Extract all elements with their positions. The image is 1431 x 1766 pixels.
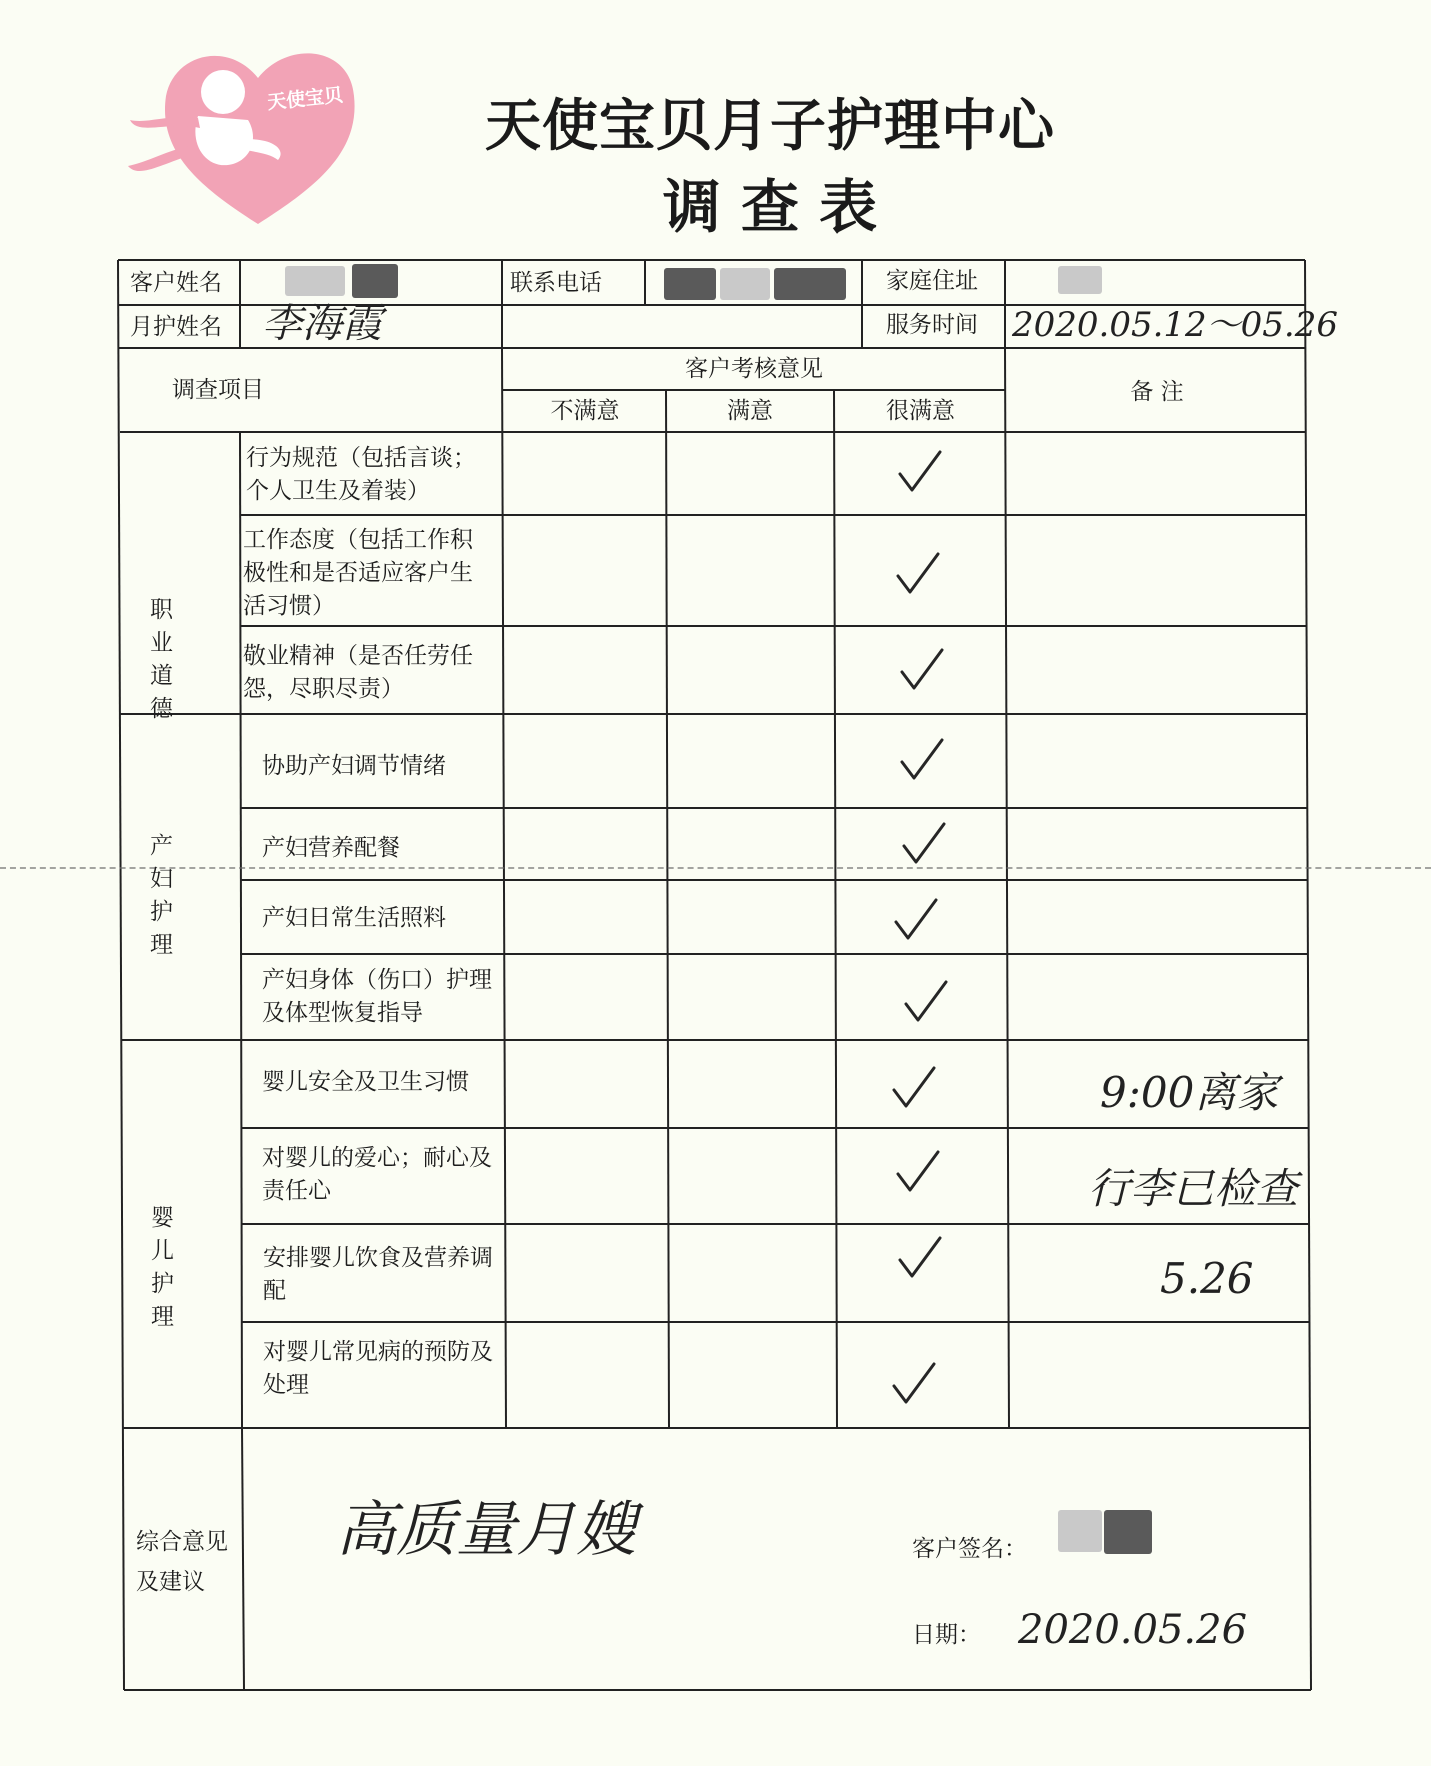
survey-item: 产妇营养配餐 xyxy=(262,835,400,861)
phone-redaction xyxy=(720,268,770,300)
survey-item: 工作态度（包括工作积极性和是否适应客户生活习惯） xyxy=(243,527,473,619)
survey-item: 婴儿安全及卫生习惯 xyxy=(262,1069,469,1095)
group-label-infant-care: 婴儿护理 xyxy=(151,1205,174,1330)
check-mark-icon xyxy=(904,980,948,1024)
col-very-satisfied: 很满意 xyxy=(886,398,955,424)
check-mark-icon xyxy=(892,1066,936,1110)
summary-value: 高质量月嫂 xyxy=(336,1495,636,1565)
check-mark-icon xyxy=(900,648,944,692)
signature-redaction xyxy=(1058,1510,1102,1552)
signature-redaction xyxy=(1104,1510,1152,1554)
survey-item: 对婴儿常见病的预防及处理 xyxy=(263,1339,493,1398)
opinion-header: 客户考核意见 xyxy=(685,356,823,382)
remark-departure: 9:00离家 xyxy=(1100,1068,1279,1117)
nanny-name-label: 月护姓名 xyxy=(130,314,222,340)
check-mark-icon xyxy=(900,738,944,782)
address-redaction xyxy=(1058,266,1102,294)
phone-label: 联系电话 xyxy=(510,270,602,296)
survey-item: 对婴儿的爱心；耐心及责任心 xyxy=(262,1145,492,1204)
check-mark-icon xyxy=(896,552,940,596)
survey-item: 产妇日常生活照料 xyxy=(262,905,446,931)
survey-item: 协助产妇调节情绪 xyxy=(262,753,446,779)
phone-redaction xyxy=(664,268,716,300)
angel-baby-heart-logo xyxy=(128,36,386,226)
group-label-maternal-care: 产妇护理 xyxy=(150,833,173,958)
date-value: 2020.05.26 xyxy=(1018,1607,1248,1653)
page-subtitle: 调 查 表 xyxy=(662,173,878,241)
logo-text: 天使宝贝 xyxy=(266,84,345,114)
survey-item: 行为规范（包括言谈；个人卫生及着装） xyxy=(246,445,476,504)
customer-name-label: 客户姓名 xyxy=(130,270,222,296)
survey-item: 敬业精神（是否任劳任怨，尽职尽责） xyxy=(243,643,473,702)
check-mark-icon xyxy=(902,822,946,866)
remark-date: 5.26 xyxy=(1160,1254,1254,1303)
service-time-value: 2020.05.12～05.26 xyxy=(1012,305,1339,345)
group-label-professional-ethics: 职业道德 xyxy=(150,597,173,722)
check-mark-icon xyxy=(892,1362,936,1406)
paper-fold-line xyxy=(0,867,1431,869)
survey-item: 安排婴儿饮食及营养调配 xyxy=(263,1245,493,1304)
col-satisfied: 满意 xyxy=(727,398,773,424)
page-title: 天使宝贝月子护理中心 xyxy=(485,94,1055,159)
signature-label: 客户签名： xyxy=(912,1536,1027,1562)
customer-name-redaction xyxy=(352,264,398,298)
check-mark-icon xyxy=(898,1236,942,1280)
customer-name-redaction xyxy=(285,266,345,296)
remark-luggage: 行李已检查 xyxy=(1088,1164,1299,1213)
remarks-header: 备 注 xyxy=(1130,379,1184,405)
phone-redaction xyxy=(774,268,846,300)
nanny-name-value: 李海霞 xyxy=(262,301,382,347)
summary-label: 综合意见及建议 xyxy=(136,1529,228,1595)
check-mark-icon xyxy=(894,898,938,942)
address-label: 家庭住址 xyxy=(886,268,978,294)
survey-item-header: 调查项目 xyxy=(172,377,264,403)
service-time-label: 服务时间 xyxy=(886,312,978,338)
check-mark-icon xyxy=(896,1150,940,1194)
col-unsatisfied: 不满意 xyxy=(550,398,620,424)
date-label: 日期： xyxy=(912,1622,981,1648)
survey-item: 产妇身体（伤口）护理及体型恢复指导 xyxy=(262,967,492,1026)
check-mark-icon xyxy=(898,450,942,494)
